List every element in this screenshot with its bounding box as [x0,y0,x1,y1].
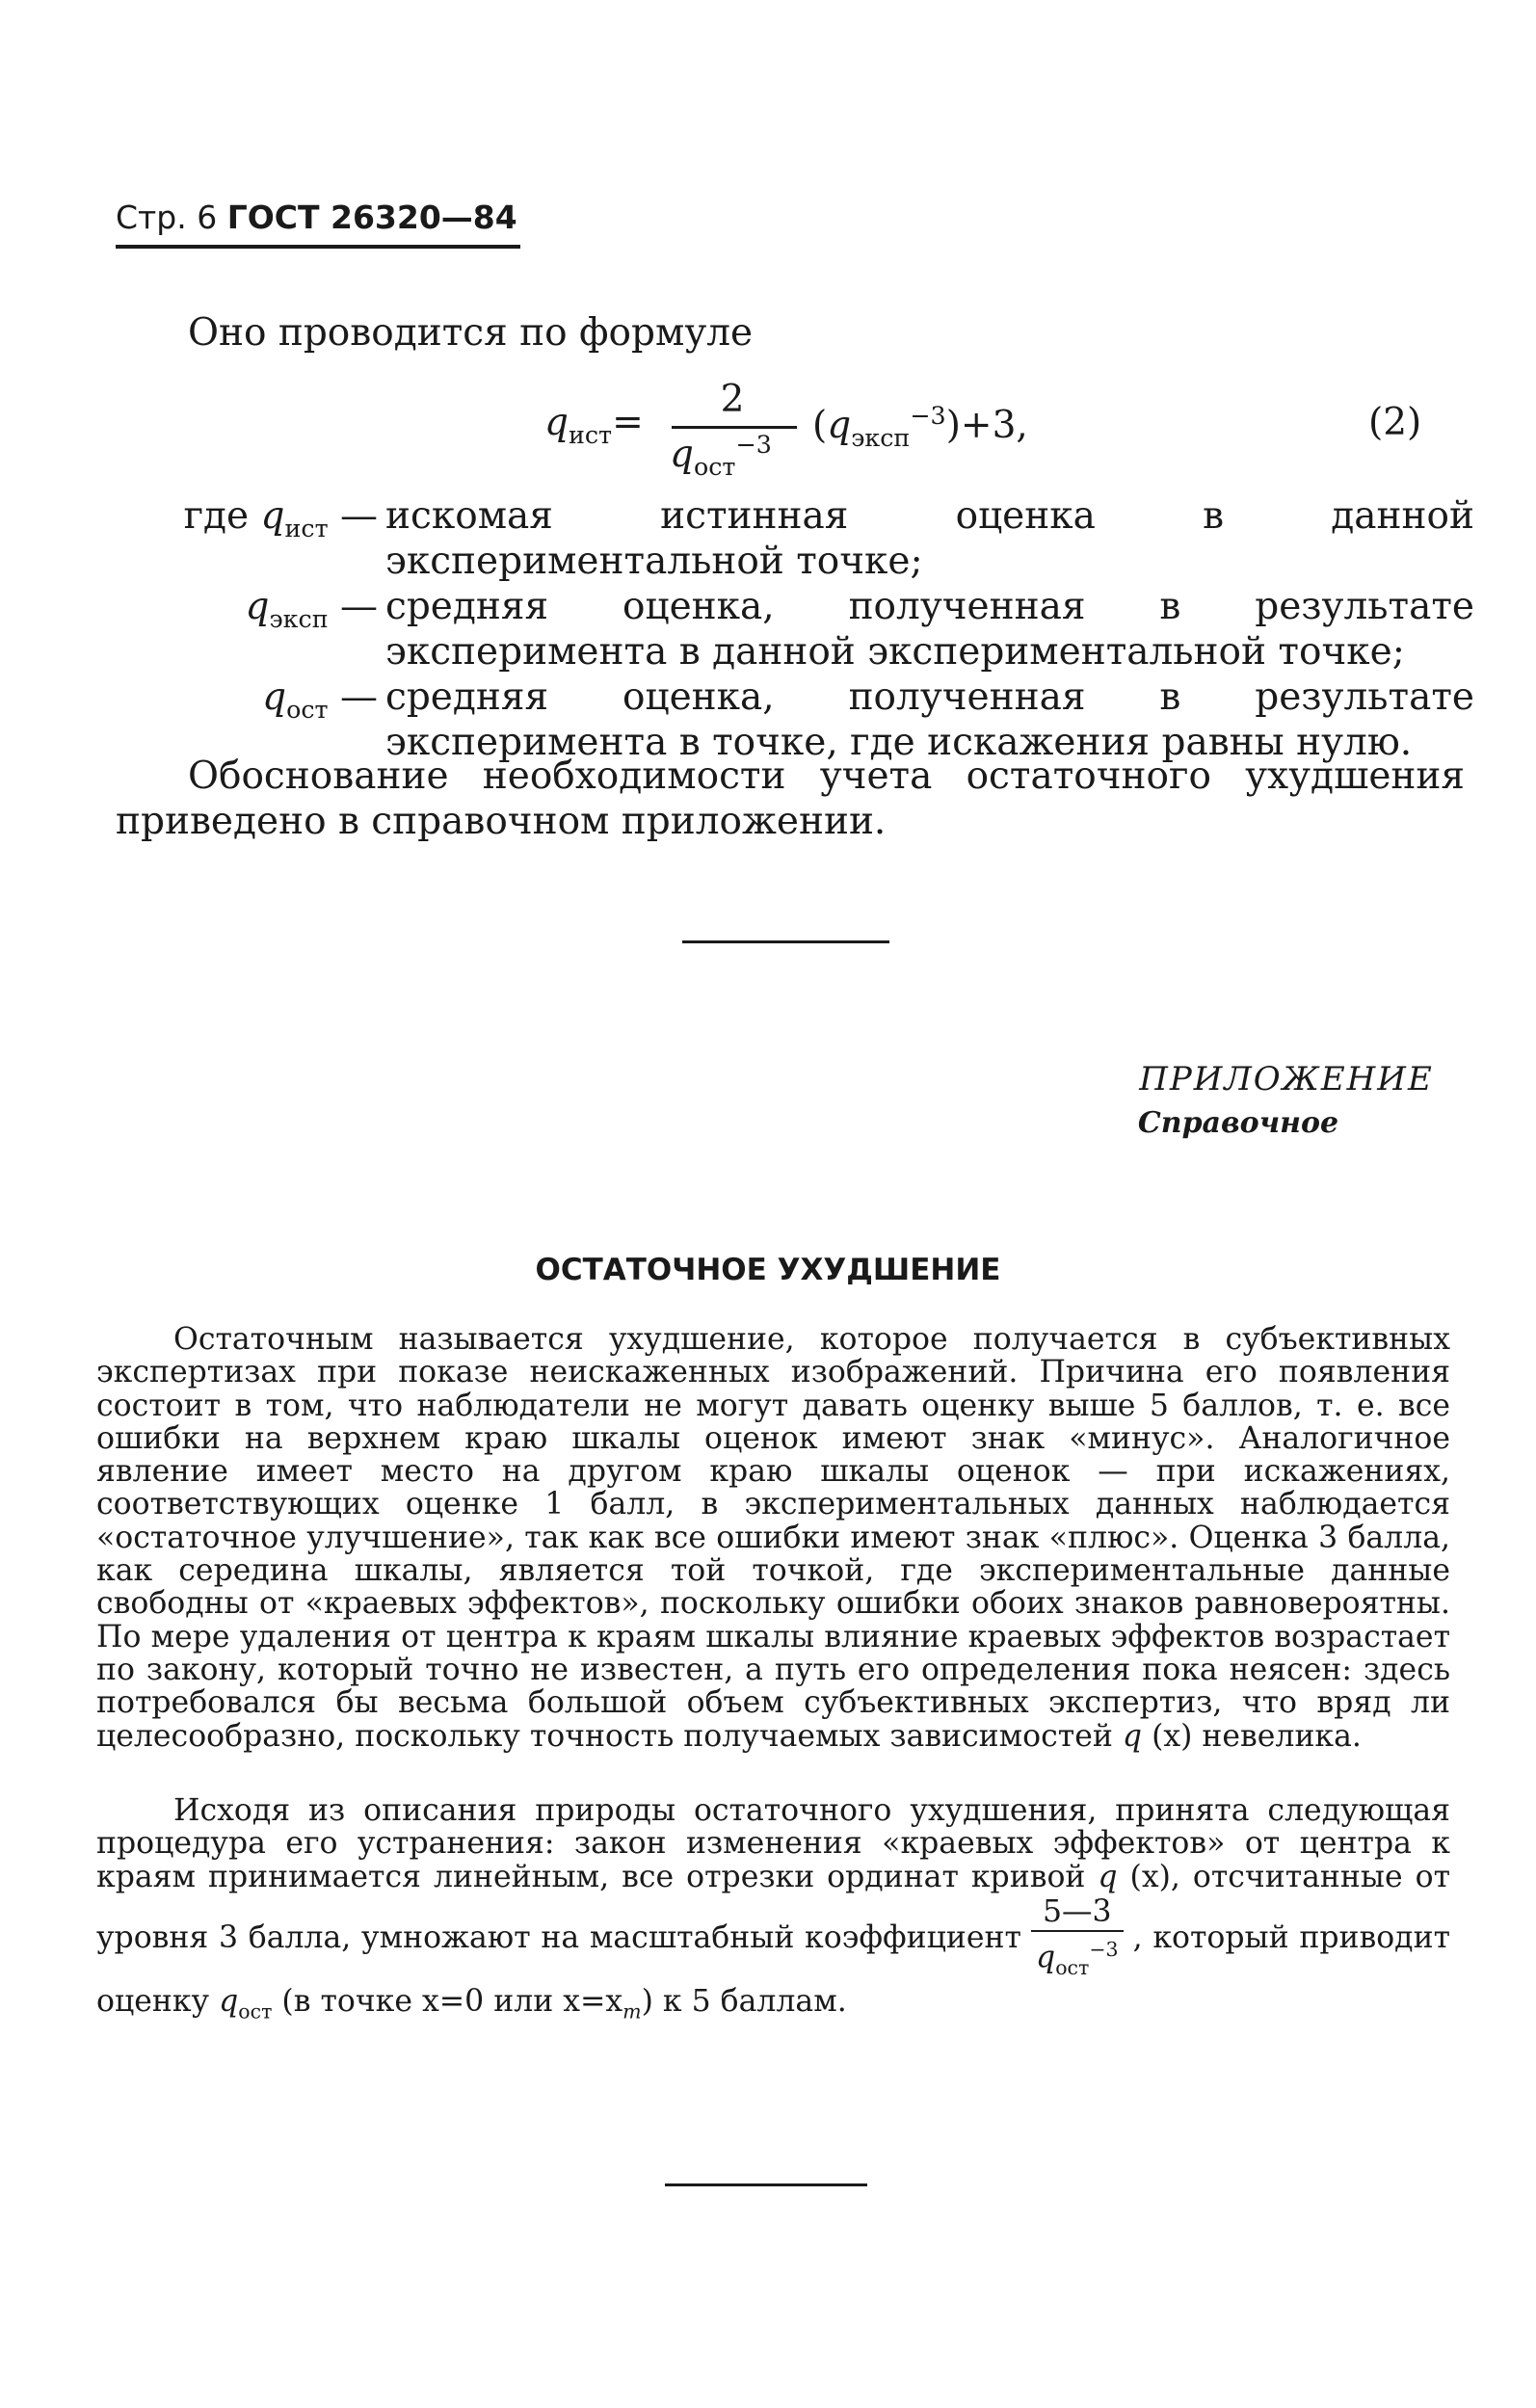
end-divider [665,2183,867,2186]
definition-q-eksp [164,584,1474,675]
closing-paragraph: Обоснование необходимости учета остаточного ухудшения приведено в справочном приложении. [116,754,1465,843]
section-divider [682,940,889,943]
formula-rhs: $(q_{эксп}^{-3})+3$, [812,401,1028,452]
definition-text: средняя оценка, полученная в результате эксперимента в точке, где искажения равны нулю. [385,675,1474,764]
formula-number: (2) [1368,401,1422,444]
definition-term: где $q_{ист}$ — [183,494,378,542]
definition-term: $q_{ост}$ — [262,675,378,724]
appendix-paragraph-2: Исходя из описания природы остаточного ухудшения, принята следующая процедура его устранения: закон изменения «краевых эффектов» от центра к краям принимается линейным, все отрезки ординат кривой q (x), отсчитанные от уровня 3 балла, умножают на масштабный коэффициент $\frac{5—3}{q_{ост}^{-3}}$ , который приводит оценку $q_{ост}$ (в точке x=0 или $x=x_m$) к 5 баллам. [96,1793,1451,2023]
formula-numerator: 2 [720,378,745,421]
page-header [116,198,517,236]
scale-coefficient-fraction: $\frac{5—3}{q_{ост}^{-3}}$ [1031,1893,1124,1985]
appendix-title: ПРИЛОЖЕНИЕ [1139,1060,1434,1098]
page-label: Стр. 6 [116,198,218,236]
header-rule [116,245,520,249]
formula-lhs: $q_{ист}=$ [544,401,644,449]
standard-code: ГОСТ 26320—84 [226,198,517,236]
definitions-list [164,493,1474,765]
appendix-subtitle: Справочное [1137,1106,1339,1140]
definition-text: искомая истинная оценка в данной экспериментальной точке; [385,494,1474,583]
formula-denominator: $q_{ост}^{-3}$ [670,430,772,481]
formula-fraction-bar [672,426,797,429]
definition-text: средняя оценка, полученная в результате эксперимента в данной экспериментальной точке; [385,585,1474,674]
definition-term: $q_{эксп}$ — [245,585,378,633]
definition-q-ist [164,493,1474,584]
section-title: ОСТАТОЧНОЕ УХУДШЕНИЕ [535,1253,1001,1287]
formula-2 [544,378,1431,484]
definition-q-ost [164,675,1474,765]
appendix-paragraph-1: Остаточным называется ухудшение, которое получается в субъективных экспертизах при показе неискаженных изображений. Причина его появления состоит в том, что наблюдатели не могут давать оценку выше 5 баллов, т. е. все ошибки на верхнем краю шкалы оценок имеют знак «минус». Аналогичное явление имеет место на другом краю шкалы оценок — при искажениях, соответствующих оценке 1 балл, в экспериментальных данных наблюдается «остаточное улучшение», так как все ошибки имеют знак «плюс». Оценка 3 балла, как середина шкалы, является той точкой, где экспериментальные данные свободны от «краевых эффектов», поскольку ошибки обоих знаков равновероятны. По мере удаления от центра к краям шкалы влияние краевых эффектов возрастает по закону, который точно не известен, а путь его определения пока неясен: здесь потребовался бы весьма большой объем субъективных экспертиз, что вряд ли целесообразно, поскольку точность получаемых зависимостей q (x) невелика. [96,1322,1450,1754]
intro-text: Оно проводится по формуле [188,311,754,355]
